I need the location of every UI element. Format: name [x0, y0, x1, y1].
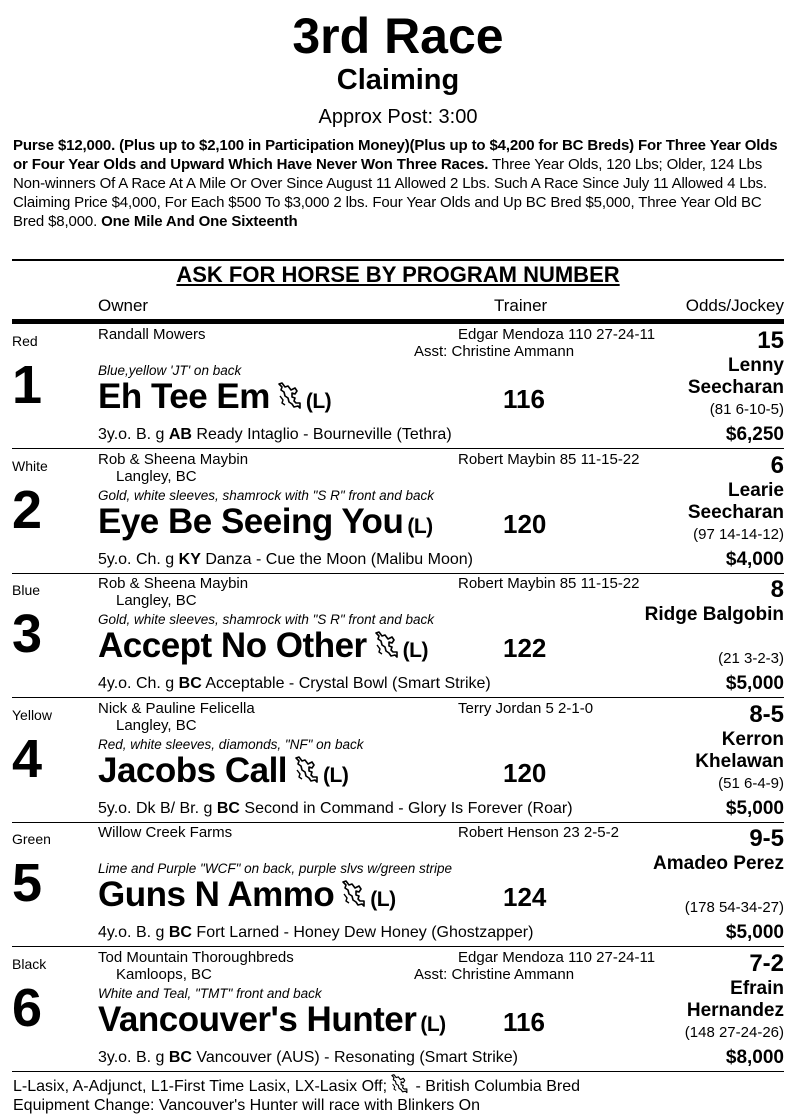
- weight: 120: [503, 508, 547, 539]
- silks-description: Gold, white sleeves, shamrock with "S R" front and back: [98, 487, 434, 503]
- saddlecloth-color: Blue: [12, 582, 41, 599]
- pedigree: Second in Command - Glory Is Forever (Roar): [239, 799, 573, 817]
- bc-province-icon: [293, 751, 319, 779]
- state-bred: KY: [178, 550, 201, 568]
- silks-description: Gold, white sleeves, shamrock with "S R" front and back: [98, 612, 434, 628]
- horse-entry: [12, 450, 784, 574]
- breeding: [98, 550, 473, 570]
- assistant-trainer: Asst: Christine Ammann: [414, 966, 575, 983]
- jockey-name: Amadeo Perez: [653, 853, 784, 875]
- jockey-stats: (178 54-34-27): [684, 899, 784, 917]
- program-number: 3: [12, 604, 43, 665]
- owner-name: Willow Creek Farms: [98, 824, 233, 842]
- jockey-name: Lenny Seecharan: [687, 355, 784, 398]
- weight: 116: [503, 384, 545, 414]
- assistant-trainer: Asst: Christine Ammann: [414, 343, 575, 360]
- race-title: 3rd Race: [292, 8, 504, 64]
- jockey-stats: (21 3-2-3): [718, 650, 784, 668]
- jockey-stats: (81 6-10-5): [709, 401, 784, 418]
- pedigree: Acceptable - Crystal Bowl (Smart Strike): [201, 675, 491, 693]
- saddlecloth-color: Black: [12, 956, 47, 972]
- age-sex: 5y.o. Dk B/ Br. g: [98, 799, 217, 817]
- trainer-stats: Robert Henson 23 2-5-2: [458, 824, 619, 842]
- horse-name: [98, 749, 348, 798]
- horse-name-text: Vancouver's Hunter: [98, 1000, 417, 1039]
- horse-name-text: Eye Be Seeing You: [98, 501, 404, 541]
- trainer-stats: Terry Jordan 5 2-1-0: [458, 699, 594, 717]
- owner-name: Rob & Sheena Maybin: [98, 575, 249, 593]
- race-type: Claiming: [336, 64, 460, 96]
- conditions-body: Three Year Olds, 120 Lbs; Older, 124 Lbs Non-winners Of A Race At A Mile Or Over Since August 11 Allowed 2 Lbs. Such A Race Since July 11 Allowed 4 Lbs. Claiming Price $4,000, For Each $500 To $3,000 2 lbs. Four Year Olds and Up BC Bred $5,000, Three Year Old BC Bred $8,000.: [13, 156, 768, 230]
- morning-line-odds: 8-5: [749, 700, 784, 728]
- program-number: 1: [12, 355, 43, 415]
- medication-code: (L): [402, 639, 428, 663]
- owner-location: Langley, BC: [116, 716, 197, 734]
- state-bred: BC: [168, 924, 192, 942]
- breeding: [98, 1048, 518, 1068]
- claiming-price: $5,000: [725, 797, 784, 819]
- entry-divider: [12, 1071, 784, 1072]
- owner-location: Kamloops, BC: [116, 966, 212, 983]
- claiming-price: $6,250: [725, 424, 784, 445]
- breeding: [98, 799, 573, 819]
- race-distance: One Mile And One Sixteenth: [97, 213, 298, 230]
- claiming-price: $4,000: [725, 548, 784, 570]
- race-conditions: [13, 136, 785, 231]
- horse-name-text: Eh Tee Em: [98, 377, 270, 416]
- bc-province-icon: [389, 1074, 409, 1094]
- odds-jockey-column-header: Odds/Jockey: [685, 296, 784, 315]
- medication-code: (L): [305, 390, 332, 413]
- saddlecloth-color: Red: [12, 333, 38, 349]
- weight: 124: [503, 882, 547, 913]
- header-divider: [12, 319, 784, 324]
- horse-name: [98, 624, 428, 673]
- horse-name: [98, 500, 433, 549]
- equipment-change: Equipment Change: Vancouver's Hunter will race with Blinkers On: [13, 1097, 480, 1114]
- trainer-stats: Edgar Mendoza 110 27-24-11: [458, 326, 656, 343]
- weight: 122: [503, 633, 547, 664]
- silks-description: Red, white sleeves, diamonds, "NF" on back: [98, 736, 364, 752]
- state-bred: BC: [178, 675, 202, 693]
- owner-name: Rob & Sheena Maybin: [98, 450, 249, 468]
- breeding: [98, 425, 452, 445]
- silks-description: Lime and Purple "WCF" on back, purple slvs w/green stripe: [98, 861, 452, 877]
- state-bred: BC: [216, 799, 240, 817]
- bc-province-icon: [276, 377, 302, 405]
- morning-line-odds: 8: [770, 576, 784, 604]
- morning-line-odds: 9-5: [749, 825, 784, 853]
- program-number: 6: [12, 978, 43, 1038]
- ask-banner: ASK FOR HORSE BY PROGRAM NUMBER: [176, 262, 620, 287]
- jockey-name: Kerron Khelawan: [695, 728, 784, 772]
- conditions-lead: Purse $12,000. (Plus up to $2,100 in Participation Money)(Plus up to $4,200 for BC Breds) For Three Year Olds or Four Year Olds and Upward Which Have Never Won Three Races.: [13, 137, 778, 173]
- medication-code: (L): [323, 763, 349, 787]
- morning-line-odds: 15: [757, 327, 784, 354]
- bc-province-icon: [373, 626, 399, 654]
- claiming-price: $5,000: [725, 922, 784, 944]
- medication-code: (L): [420, 1013, 446, 1036]
- program-number: 2: [12, 479, 43, 540]
- legend-text: L-Lasix, A-Adjunct, L1-First Time Lasix, LX-Lasix Off;: [13, 1078, 388, 1095]
- trainer-stats: Robert Maybin 85 11-15-22: [458, 450, 640, 468]
- pedigree: Vancouver (AUS) - Resonating (Smart Strike): [191, 1049, 518, 1066]
- program-number: 4: [12, 728, 43, 789]
- saddlecloth-color: Yellow: [12, 706, 52, 723]
- horse-entry: [12, 699, 784, 823]
- horse-name-text: Accept No Other: [98, 626, 367, 666]
- trainer-column-header: Trainer: [494, 296, 548, 315]
- horse-name: [98, 375, 331, 424]
- legend-bc-text: - British Columbia Bred: [411, 1078, 581, 1095]
- jockey-stats: (148 27-24-26): [684, 1024, 784, 1041]
- age-sex: 3y.o. B. g: [98, 426, 169, 443]
- morning-line-odds: 7-2: [749, 950, 784, 977]
- horse-name-text: Jacobs Call: [98, 750, 288, 790]
- morning-line-odds: 6: [770, 451, 784, 479]
- horse-name-text: Guns N Ammo: [98, 875, 335, 915]
- weight: 116: [503, 1007, 545, 1037]
- state-bred: AB: [168, 426, 192, 443]
- age-sex: 3y.o. B. g: [98, 1049, 169, 1066]
- owner-column-header: Owner: [98, 296, 149, 315]
- post-time: Approx Post: 3:00: [318, 106, 478, 128]
- weight: 120: [503, 757, 547, 788]
- silks-description: White and Teal, "TMT" front and back: [98, 986, 322, 1001]
- trainer-stats: Robert Maybin 85 11-15-22: [458, 575, 640, 593]
- medication-code: (L): [407, 514, 433, 538]
- medication-code: (L): [370, 888, 396, 912]
- horse-name: [98, 873, 396, 922]
- jockey-name: Ridge Balgobin: [644, 604, 784, 626]
- owner-location: Langley, BC: [116, 592, 197, 610]
- owner-name: Randall Mowers: [98, 326, 206, 343]
- owner-name: Tod Mountain Thoroughbreds: [98, 949, 294, 966]
- age-sex: 4y.o. B. g: [98, 924, 169, 942]
- pedigree: Danza - Cue the Moon (Malibu Moon): [200, 550, 473, 568]
- jockey-stats: (51 6-4-9): [718, 774, 784, 792]
- saddlecloth-color: Green: [12, 831, 51, 848]
- pedigree: Ready Intaglio - Bourneville (Tethra): [191, 426, 452, 443]
- claiming-price: $8,000: [725, 1047, 784, 1068]
- horse-entry: [12, 948, 784, 1072]
- jockey-stats: (97 14-14-12): [693, 525, 784, 543]
- legend: [13, 1074, 785, 1096]
- owner-name: Nick & Pauline Felicella: [98, 699, 255, 717]
- state-bred: BC: [168, 1049, 192, 1066]
- saddlecloth-color: White: [12, 457, 48, 474]
- owner-location: Langley, BC: [116, 467, 197, 485]
- breeding: [98, 674, 491, 694]
- jockey-name: Learie Seecharan: [687, 479, 784, 523]
- jockey-name: Efrain Hernandez: [686, 978, 784, 1021]
- horse-entry: [12, 325, 784, 449]
- pedigree: Fort Larned - Honey Dew Honey (Ghostzapper): [191, 924, 534, 942]
- program-number: 5: [12, 853, 43, 914]
- age-sex: 5y.o. Ch. g: [98, 550, 179, 568]
- horse-entry: [12, 823, 784, 947]
- silks-description: Blue,yellow 'JT' on back: [98, 363, 242, 378]
- horse-name: [98, 998, 446, 1047]
- claiming-price: $5,000: [725, 673, 784, 695]
- age-sex: 4y.o. Ch. g: [98, 675, 179, 693]
- footer: [13, 1074, 785, 1115]
- breeding: [98, 923, 533, 943]
- bc-province-icon: [340, 875, 366, 903]
- trainer-stats: Edgar Mendoza 110 27-24-11: [458, 949, 656, 966]
- horse-entry: [12, 574, 784, 698]
